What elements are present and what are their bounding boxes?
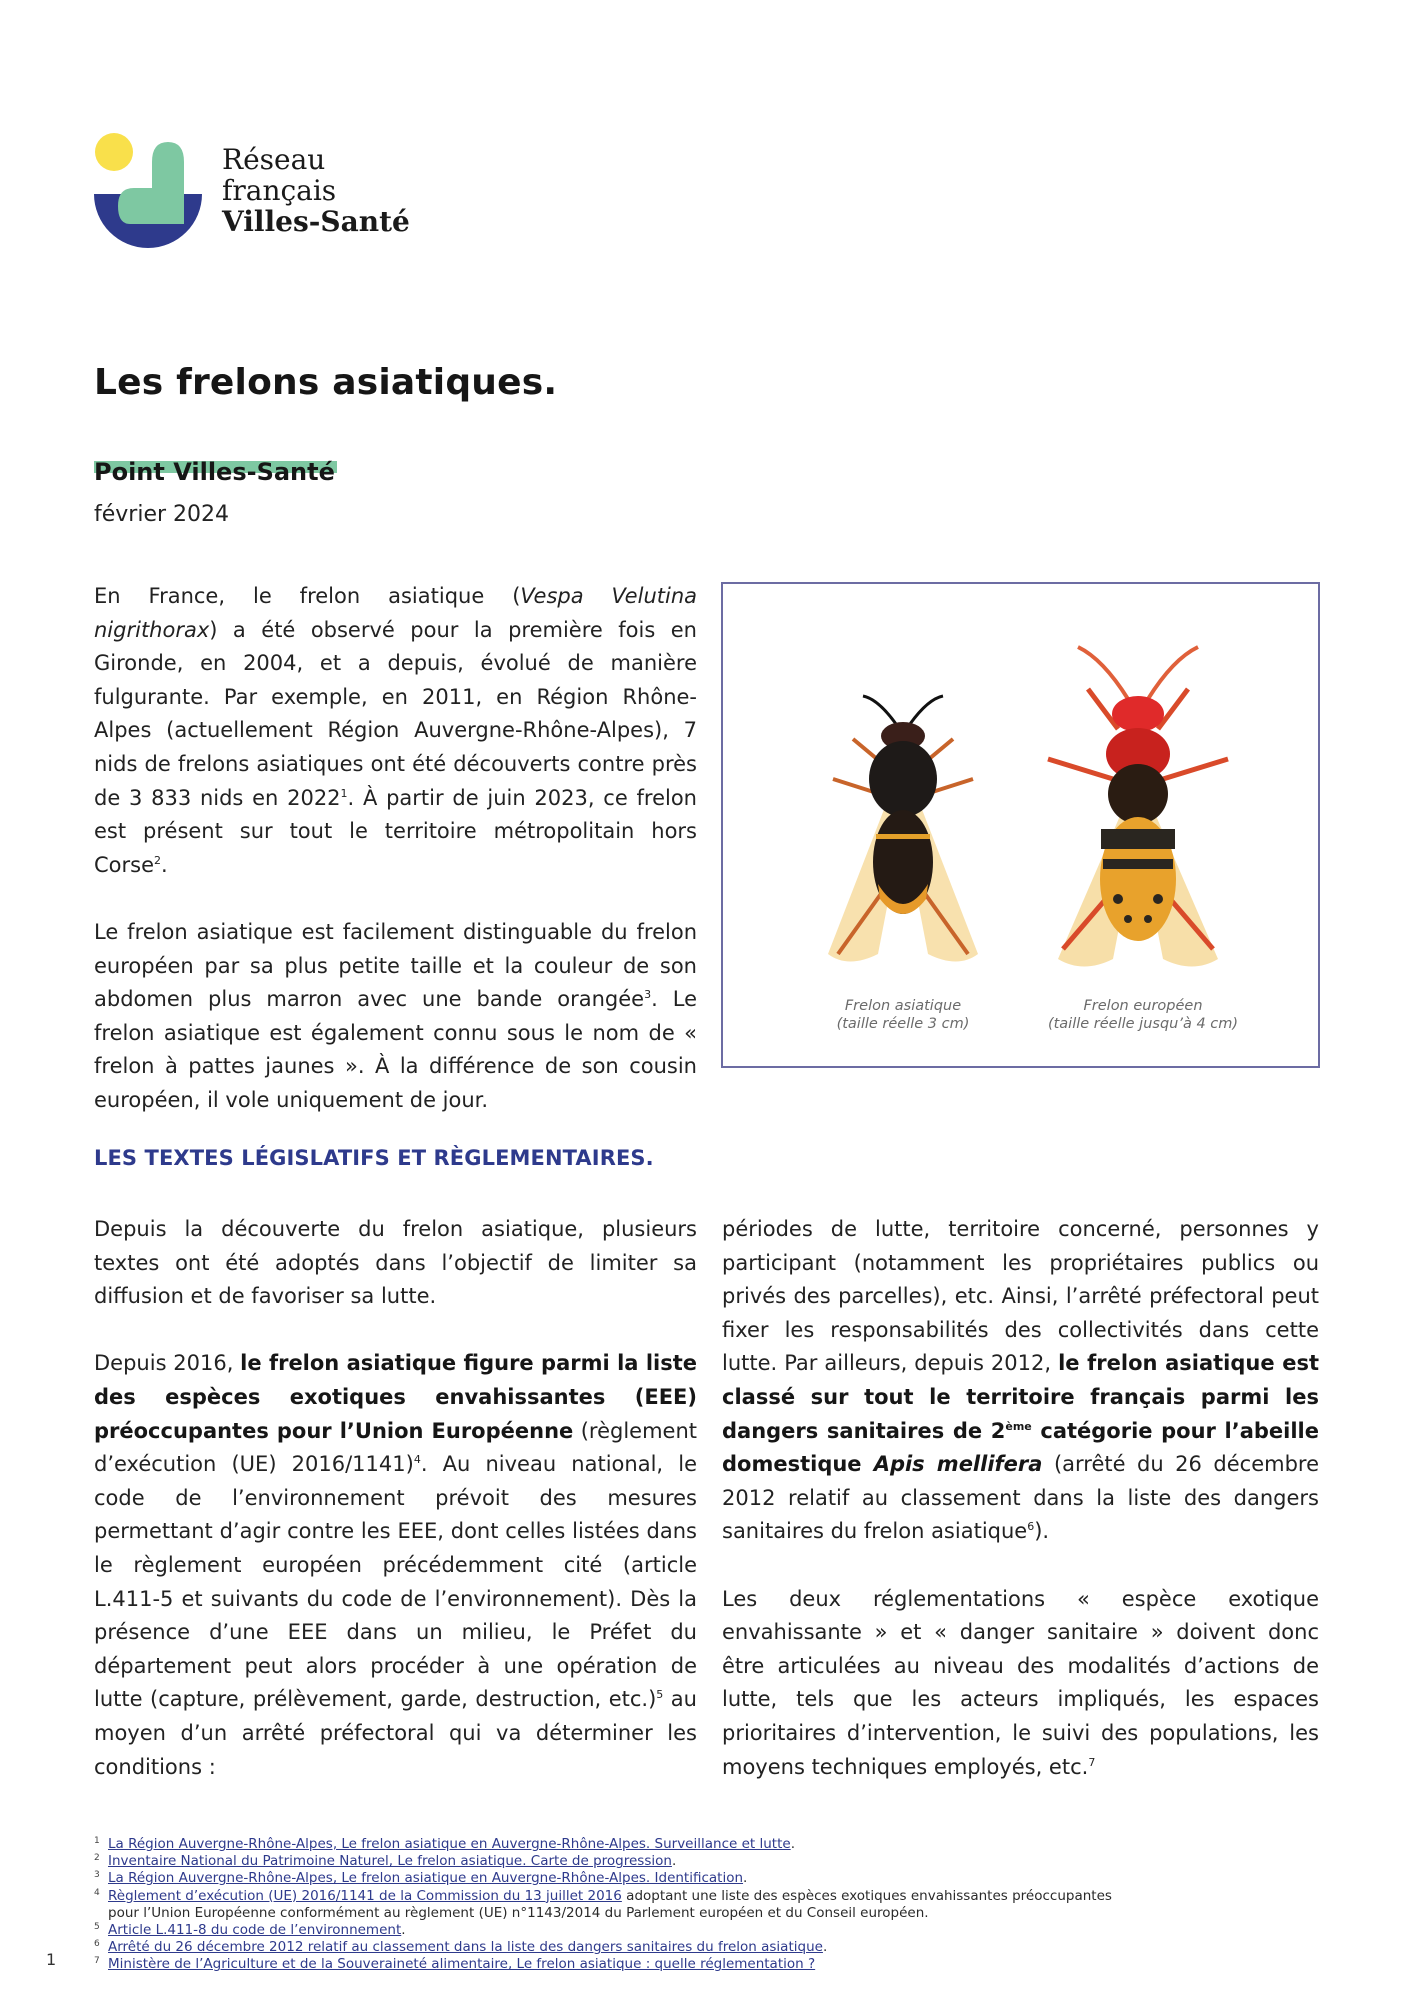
footnote-ref-3[interactable]: 3 (644, 988, 652, 1002)
footnote-1 (94, 1836, 1194, 1853)
species-name: Apis mellifera (873, 1452, 1043, 1477)
text: (arrêté du 26 décembre 2012 relatif au classement dans la liste des dangers sanitaires du frelon asiatique (722, 1452, 1319, 1544)
logo-line-1: Réseau (222, 143, 326, 176)
footnote-number: 2 (94, 1853, 100, 1864)
footnote-4 (94, 1888, 1194, 1922)
emphasis: catégorie pour l’abeille domestique (722, 1418, 1319, 1477)
footnote-link[interactable]: Inventaire National du Patrimoine Naturel, Le frelon asiatique. Carte de progression (108, 1853, 672, 1870)
hornet-comparison-figure (721, 582, 1320, 1068)
text: . (743, 1870, 748, 1887)
right-column (722, 1213, 1319, 1784)
caption-line: Frelon européen (1083, 998, 1203, 1014)
emphasis: le frelon asiatique figure parmi la liste des espèces exotiques envahissantes (EEE) préoccupantes pour l’Union Européenne (94, 1351, 697, 1443)
text: . (401, 1922, 406, 1939)
footnote-ref-6[interactable]: 6 (1027, 1520, 1035, 1534)
text: pour l’Union Européenne conformément au règlement (UE) n°1143/2014 du Parlement européen et du Conseil européen. (108, 1904, 929, 1921)
text: . À partir de juin 2023, ce frelon est présent sur tout le territoire métropolitain hors Corse (94, 785, 697, 877)
caption-line: Frelon asiatique (844, 998, 962, 1014)
logo-line-3: Villes-Santé (222, 205, 410, 238)
intro-paragraph-1 (94, 580, 697, 882)
footnote-number: 5 (94, 1922, 100, 1933)
text: . (161, 852, 168, 877)
footnotes (94, 1836, 1194, 1974)
legal-paragraph-4 (722, 1583, 1319, 1785)
asian-hornet-caption (803, 997, 1003, 1033)
footnote-number: 4 (94, 1887, 100, 1898)
species-name: Vespa Velutina nigrithorax (94, 584, 697, 642)
text: . Au niveau national, le code de l’environnement prévoit des mesures permettant d’agir contre les EEE, dont celles listées dans le règlement européen précédemment cité (article L.411-5 et suivants du code de l’environnement). Dès la présence d’une EEE dans un milieu, le Préfet du département peut alors procéder à une opération de lutte (capture, prélèvement, garde, destruction, etc.) (94, 1452, 697, 1712)
page-title: Les frelons asiatiques. (94, 362, 558, 403)
text: Depuis 2016, (94, 1351, 241, 1376)
text: . (671, 1853, 677, 1870)
section-heading-legislative-texts: LES TEXTES LÉGISLATIFS ET RÈGLEMENTAIRES. (94, 1146, 654, 1170)
subtitle-wrap (94, 458, 335, 486)
text: . (790, 1836, 795, 1852)
text: ) a été observé pour la première fois en Gironde, en 2004, et a depuis, évolué de manière fulgurante. Par exemple, en 2011, en Région Rhône-Alpes (actuellement Région Auvergne-Rhône-Alpes), 7 nids de frelons asiatiques ont été découverts contre près de 3 833 nids en 2022 (94, 617, 697, 810)
logo-wordmark (222, 144, 410, 237)
text: . (822, 1939, 828, 1956)
asian-hornet-illustration-icon (808, 684, 998, 984)
logo-line-2: français (222, 174, 337, 207)
logo-reseau-villes-sante (94, 132, 424, 257)
caption-line: (taille réelle jusqu’à 4 cm) (1047, 1016, 1239, 1032)
legal-paragraph-3 (722, 1213, 1319, 1549)
logo-mark-icon (94, 132, 214, 257)
european-hornet-illustration-icon (1023, 629, 1253, 989)
text: Le frelon asiatique est facilement distinguable du frelon européen par sa plus petite taille et la couleur de son abdomen plus marron avec une bande orangée (94, 919, 697, 1012)
intro-text (94, 580, 697, 1118)
intro-paragraph-2 (94, 916, 697, 1118)
footnote-link[interactable]: Arrêté du 26 décembre 2012 relatif au classement dans la liste des dangers sanitaires du frelon asiatique (108, 1939, 823, 1956)
footnote-ref-7[interactable]: 7 (1088, 1755, 1096, 1769)
footnote-ref-2[interactable]: 2 (154, 853, 162, 867)
text: En France, le frelon asiatique ( (94, 584, 521, 608)
footnote-link[interactable]: Règlement d’exécution (UE) 2016/1141 de la Commission du 13 juillet 2016 (108, 1887, 622, 1904)
footnote-ref-4[interactable]: 4 (413, 1453, 421, 1467)
footnote-link[interactable]: Article L.411-8 du code de l’environnement (108, 1922, 402, 1939)
text: au moyen d’un arrêté préfectoral qui va déterminer les conditions : (94, 1687, 697, 1779)
text: ). (1034, 1519, 1050, 1544)
footnote-number: 6 (94, 1939, 100, 1950)
page-number: 1 (46, 1950, 57, 1969)
footnote-ref-5[interactable]: 5 (656, 1688, 664, 1702)
footnote-2 (94, 1853, 1194, 1870)
publication-date: février 2024 (94, 502, 230, 527)
ordinal-suffix: ème (1005, 1419, 1032, 1433)
footnote-3 (94, 1870, 1194, 1887)
footnote-number: 1 (94, 1836, 100, 1846)
text: (règlement d’exécution (UE) 2016/1141) (94, 1418, 697, 1477)
legal-paragraph-2 (94, 1347, 697, 1784)
footnote-link[interactable]: La Région Auvergne-Rhône-Alpes, Le frelon asiatique en Auvergne-Rhône-Alpes. Surveillance et lutte (108, 1836, 791, 1852)
text: . Le frelon asiatique est également connu sous le nom de « frelon à pattes jaunes ». À la différence de son cousin européen, il vole uniquement de jour. (94, 987, 697, 1112)
footnote-ref-1[interactable]: 1 (340, 786, 348, 800)
footnote-link[interactable]: La Région Auvergne-Rhône-Alpes, Le frelon asiatique en Auvergne-Rhône-Alpes. Identification (108, 1870, 744, 1887)
text: adoptant une liste des espèces exotiques envahissantes préoccupantes (621, 1887, 1112, 1904)
text: périodes de lutte, territoire concerné, personnes y participant (notamment les propriétaires publics ou privés des parcelles), etc. Ainsi, l’arrêté préfectoral peut fixer les responsabilités des collectivités dans cette lutte. Par ailleurs, depuis 2012, (722, 1217, 1319, 1376)
left-column (94, 1213, 697, 1784)
footnote-number: 7 (94, 1956, 100, 1967)
text: Les deux réglementations « espèce exotique envahissante » et « danger sanitaire » doivent donc être articulées au niveau des modalités d’actions de lutte, tels que les acteurs impliqués, les espaces prioritaires d’intervention, le suivi des populations, les moyens techniques employés, etc. (722, 1586, 1319, 1779)
footnote-5 (94, 1922, 1194, 1939)
emphasis: le frelon asiatique est classé sur tout le territoire français parmi les dangers sanitaires de 2 (722, 1351, 1319, 1443)
european-hornet-caption (1028, 997, 1258, 1033)
footnote-6 (94, 1939, 1194, 1956)
legal-paragraph-1: Depuis la découverte du frelon asiatique, plusieurs textes ont été adoptés dans l’objectif de limiter sa diffusion et de favoriser sa lutte. (94, 1217, 697, 1309)
caption-line: (taille réelle 3 cm) (836, 1016, 970, 1032)
footnote-link[interactable]: Ministère de l’Agriculture et de la Souveraineté alimentaire, Le frelon asiatique : quelle réglementation ? (108, 1956, 816, 1973)
footnote-number: 3 (94, 1870, 100, 1881)
subtitle-point-villes-sante: Point Villes-Santé (94, 458, 335, 486)
footnote-7 (94, 1956, 1194, 1973)
